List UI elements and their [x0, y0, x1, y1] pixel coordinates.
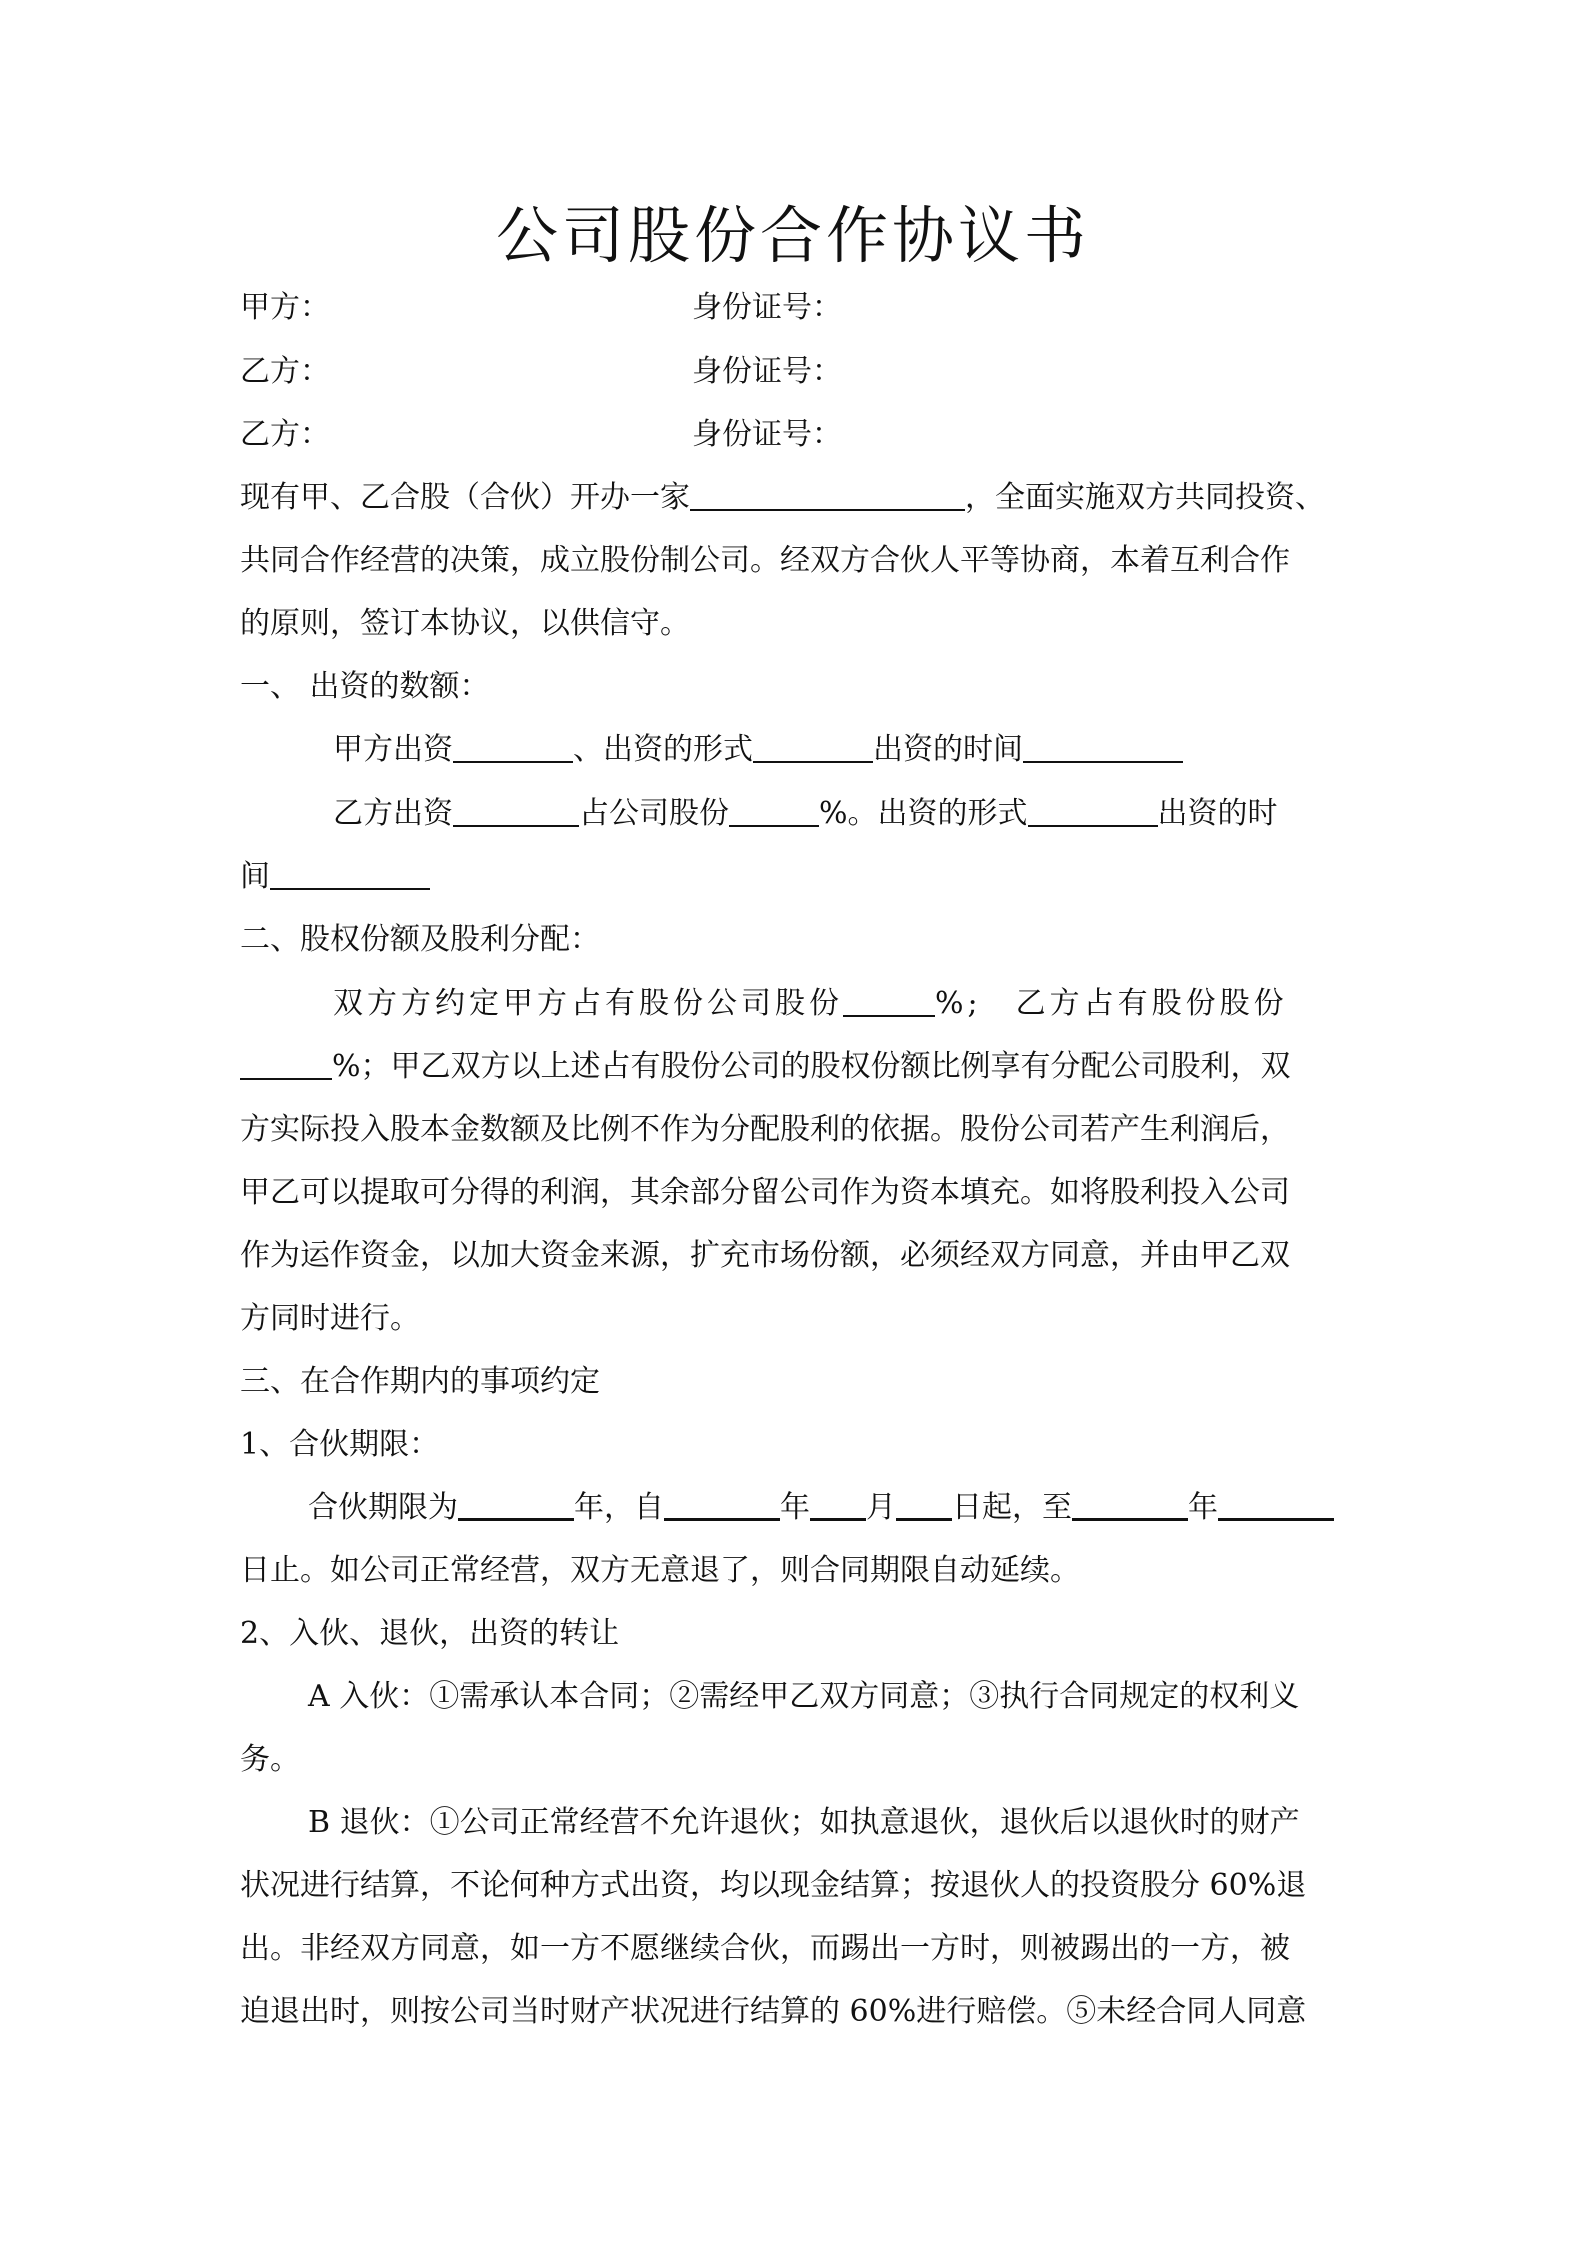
section-2-line-3: 方实际投入股本金数额及比例不作为分配股利的依据。股份公司若产生利润后，: [240, 1112, 1290, 1147]
section-2-line-2-text: %；甲乙双方以上述占有股份公司的股权份额比例享有分配公司股利，双: [332, 1049, 1291, 1084]
quit-line-4: 迫退出时，则按公司当时财产状况进行结算的 60%进行赔偿。⑤未经合同人同意: [240, 1994, 1307, 2029]
party-c-label: 乙方：: [240, 417, 330, 452]
term-from-label: 年，自: [574, 1490, 664, 1525]
section-1-heading: 一、 出资的数额：: [240, 669, 490, 704]
party-a-form-label: 、出资的形式: [573, 732, 753, 767]
term-line-1: [308, 1488, 1350, 1528]
party-a-id-label: 身份证号：: [692, 290, 842, 325]
party-b-share-label: 乙方占有股份股份: [1015, 986, 1288, 1021]
section-2-line-2: [240, 1047, 1350, 1087]
section-3-sub-1: 1、合伙期限：: [240, 1427, 440, 1462]
section-2-line-6: 方同时进行。: [240, 1301, 420, 1336]
section-2-line-1: [333, 984, 1350, 1024]
term-label: 合伙期限为: [308, 1490, 458, 1525]
party-a-contribution-label: 甲方出资: [333, 732, 453, 767]
party-a-form-blank: [753, 731, 873, 763]
party-b-time-label: 出资的时: [1157, 796, 1278, 831]
start-year-blank: [664, 1488, 780, 1521]
party-a-label: 甲方：: [240, 290, 330, 325]
party-b-time-line: [240, 857, 1350, 897]
intro-line-1: [240, 478, 1350, 518]
intro-text-b: ，全面实施双方共同投资、: [965, 480, 1325, 515]
start-month-blank: [810, 1488, 866, 1521]
section-2-heading: 二、股权份额及股利分配：: [240, 922, 600, 957]
party-b-form-blank: [1028, 795, 1158, 827]
section-2-line-4: 甲乙可以提取可分得的利润，其余部分留公司作为资本填充。如将股利投入公司: [240, 1175, 1290, 1210]
party-a-time-label: 出资的时间: [873, 732, 1023, 767]
start-day-label: 日起，至: [952, 1490, 1072, 1525]
section-3-heading: 三、在合作期内的事项约定: [240, 1364, 600, 1399]
party-b-amount-blank: [453, 795, 579, 827]
start-month-label: 月: [866, 1490, 896, 1525]
term-line-2: 日止。如公司正常经营，双方无意退了，则合同期限自动延续。: [240, 1553, 1080, 1588]
party-b-time-label-cont: 间: [240, 859, 270, 894]
quit-line-1: B 退伙：①公司正常经营不允许退伙；如执意退伙，退伙后以退伙时的财产: [308, 1805, 1300, 1840]
end-month-blank: [1218, 1488, 1334, 1521]
intro-text-a: 现有甲、乙合股（合伙）开办一家: [240, 480, 690, 515]
term-years-blank: [458, 1488, 574, 1521]
join-line-2: 务。: [240, 1742, 300, 1777]
intro-line-2: 共同合作经营的决策，成立股份制公司。经双方合伙人平等协商，本着互利合作: [240, 543, 1290, 578]
start-day-blank: [896, 1488, 952, 1521]
party-a-share-pct: %;: [935, 986, 982, 1021]
intro-line-3: 的原则，签订本协议，以供信守。: [240, 606, 690, 641]
company-name-blank: [690, 479, 965, 511]
party-a-share-blank: [843, 985, 935, 1017]
start-year-label: 年: [780, 1490, 810, 1525]
party-b-time-blank: [270, 858, 430, 890]
party-b-contribution-line: [333, 794, 1350, 834]
document-title: 公司股份合作协议书: [495, 199, 1090, 272]
party-a-share-label: 双方方约定甲方占有股份公司股份: [333, 986, 843, 1021]
quit-line-2: 状况进行结算，不论何种方式出资，均以现金结算；按退伙人的投资股分 60%退: [240, 1868, 1307, 1903]
party-b-share-pct-blank: [240, 1048, 332, 1080]
quit-line-3: 出。非经双方同意，如一方不愿继续合伙，而踢出一方时，则被踢出的一方，被: [240, 1931, 1290, 1966]
party-b-id-label: 身份证号：: [692, 354, 842, 389]
party-b-label: 乙方：: [240, 354, 330, 389]
section-3-sub-2: 2、入伙、退伙，出资的转让: [240, 1616, 620, 1651]
party-b-share-label: 占公司股份: [579, 796, 729, 831]
party-a-time-blank: [1023, 731, 1183, 763]
party-a-amount-blank: [453, 731, 573, 763]
end-year-blank: [1072, 1488, 1188, 1521]
join-line-1: A 入伙：①需承认本合同；②需经甲乙双方同意；③执行合同规定的权利义: [308, 1679, 1300, 1714]
party-a-contribution-line: [333, 730, 1350, 770]
party-b-contribution-label: 乙方出资: [333, 796, 453, 831]
section-2-line-5: 作为运作资金，以加大资金来源，扩充市场份额，必须经双方同意，并由甲乙双: [240, 1238, 1290, 1273]
party-b-form-label: %。出资的形式: [819, 796, 1028, 831]
end-year-label: 年: [1188, 1490, 1218, 1525]
party-b-share-blank: [729, 795, 819, 827]
party-c-id-label: 身份证号：: [692, 417, 842, 452]
